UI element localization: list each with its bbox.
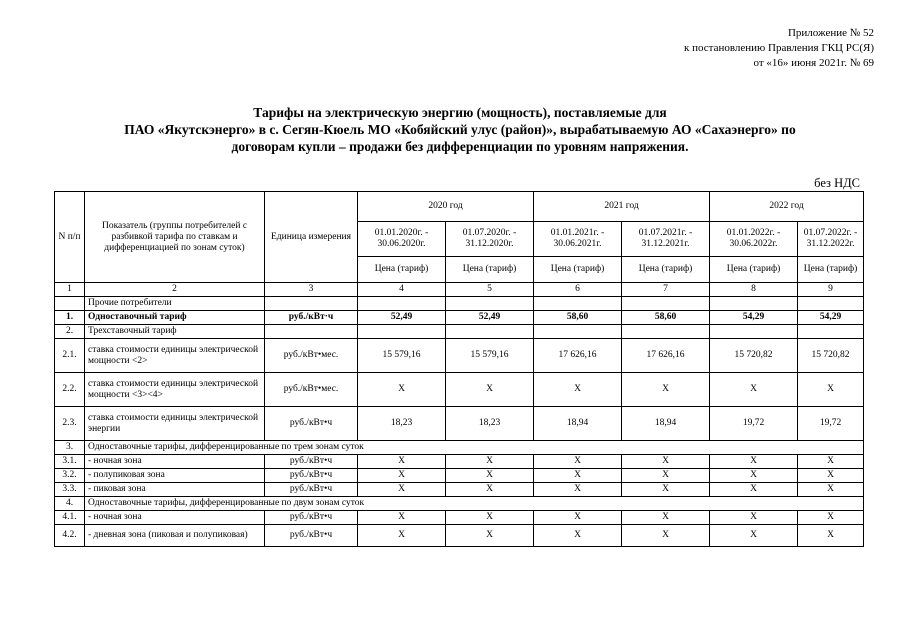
row-unit: руб./кВт•ч bbox=[265, 483, 358, 497]
row-value: X bbox=[534, 373, 622, 407]
appendix-line-3: от «16» июня 2021г. № 69 bbox=[753, 57, 874, 69]
empty-cell bbox=[534, 297, 622, 311]
row-value: X bbox=[358, 469, 446, 483]
table-row bbox=[55, 407, 864, 441]
col-number: 5 bbox=[446, 283, 534, 297]
table-row bbox=[55, 311, 864, 325]
table-row bbox=[55, 325, 864, 339]
table-row bbox=[55, 455, 864, 469]
row-value: X bbox=[622, 455, 710, 469]
col-number: 4 bbox=[358, 283, 446, 297]
table-row bbox=[55, 511, 864, 525]
row-value: 18,23 bbox=[446, 407, 534, 441]
row-number: 3.2. bbox=[55, 469, 85, 483]
row-group-label: Одноставочные тарифы, дифференцированные по двум зонам суток bbox=[85, 497, 864, 511]
row-value: X bbox=[798, 373, 864, 407]
row-value: 54,29 bbox=[798, 311, 864, 325]
row-value: X bbox=[446, 483, 534, 497]
empty-cell bbox=[710, 297, 798, 311]
row-value: X bbox=[358, 525, 446, 547]
row-value: X bbox=[798, 469, 864, 483]
row-value: X bbox=[358, 373, 446, 407]
empty-cell bbox=[622, 325, 710, 339]
appendix-line-2: к постановлению Правления ГКЦ РС(Я) bbox=[684, 42, 874, 54]
header-period: 01.01.2020г. - 30.06.2020г. bbox=[358, 222, 446, 257]
row-indicator: Одноставочный тариф bbox=[85, 311, 265, 325]
empty-cell bbox=[798, 297, 864, 311]
row-value: X bbox=[710, 483, 798, 497]
row-value: 54,29 bbox=[710, 311, 798, 325]
row-value: 19,72 bbox=[710, 407, 798, 441]
header-price: Цена (тариф) bbox=[358, 257, 446, 283]
col-number: 8 bbox=[710, 283, 798, 297]
header-price: Цена (тариф) bbox=[622, 257, 710, 283]
empty-cell bbox=[622, 297, 710, 311]
header-price: Цена (тариф) bbox=[446, 257, 534, 283]
row-number: 1. bbox=[55, 311, 85, 325]
row-value: X bbox=[798, 455, 864, 469]
table-row bbox=[55, 525, 864, 547]
header-year-2021: 2021 год bbox=[534, 192, 710, 222]
row-number: 3.1. bbox=[55, 455, 85, 469]
row-value: X bbox=[358, 511, 446, 525]
row-value: X bbox=[710, 469, 798, 483]
document-title bbox=[60, 104, 860, 155]
col-number: 6 bbox=[534, 283, 622, 297]
vat-note: без НДС bbox=[814, 176, 860, 190]
header-year-2022: 2022 год bbox=[710, 192, 864, 222]
row-number bbox=[55, 297, 85, 311]
row-number: 2. bbox=[55, 325, 85, 339]
header-unit: Единица измерения bbox=[265, 192, 358, 283]
row-unit: руб./кВт•ч bbox=[265, 469, 358, 483]
row-indicator: ставка стоимости единицы электрической мощности <3><4> bbox=[85, 373, 265, 407]
header-num: N п/п bbox=[55, 192, 85, 283]
table-row bbox=[55, 373, 864, 407]
appendix-line-1: Приложение № 52 bbox=[787, 27, 874, 39]
row-value: 19,72 bbox=[798, 407, 864, 441]
row-indicator: - ночная зона bbox=[85, 455, 265, 469]
row-value: X bbox=[446, 511, 534, 525]
header-period: 01.07.2022г. - 31.12.2022г. bbox=[798, 222, 864, 257]
empty-cell bbox=[265, 297, 358, 311]
row-value: 58,60 bbox=[622, 311, 710, 325]
row-value: 18,94 bbox=[622, 407, 710, 441]
row-indicator: ставка стоимости единицы электрической мощности <2> bbox=[85, 339, 265, 373]
row-number: 2.1. bbox=[55, 339, 85, 373]
row-number: 3.3. bbox=[55, 483, 85, 497]
row-value: X bbox=[534, 483, 622, 497]
row-indicator: - ночная зона bbox=[85, 511, 265, 525]
col-number: 1 bbox=[55, 283, 85, 297]
col-number: 9 bbox=[798, 283, 864, 297]
row-value: 15 579,16 bbox=[446, 339, 534, 373]
row-unit: руб./кВт•ч bbox=[265, 511, 358, 525]
empty-cell bbox=[358, 325, 446, 339]
table-row bbox=[55, 441, 864, 455]
row-value: X bbox=[622, 525, 710, 547]
row-group-label: Одноставочные тарифы, дифференцированные по трем зонам суток bbox=[85, 441, 864, 455]
row-value: X bbox=[710, 373, 798, 407]
row-value: 17 626,16 bbox=[534, 339, 622, 373]
header-row-col-numbers bbox=[55, 283, 864, 297]
row-value: X bbox=[534, 469, 622, 483]
row-value: X bbox=[358, 455, 446, 469]
header-row-years bbox=[55, 192, 864, 222]
table-row bbox=[55, 469, 864, 483]
tariff-table bbox=[54, 191, 864, 547]
row-value: 17 626,16 bbox=[622, 339, 710, 373]
table-body bbox=[55, 297, 864, 547]
col-number: 3 bbox=[265, 283, 358, 297]
row-value: X bbox=[710, 511, 798, 525]
row-value: X bbox=[622, 469, 710, 483]
row-value: X bbox=[710, 455, 798, 469]
row-value: X bbox=[622, 483, 710, 497]
table-row bbox=[55, 297, 864, 311]
header-year-2020: 2020 год bbox=[358, 192, 534, 222]
header-period: 01.01.2021г. - 30.06.2021г. bbox=[534, 222, 622, 257]
row-group-label: Трехставочный тариф bbox=[85, 325, 265, 339]
row-indicator: - дневная зона (пиковая и полупиковая) bbox=[85, 525, 265, 547]
row-value: 15 579,16 bbox=[358, 339, 446, 373]
table-row bbox=[55, 497, 864, 511]
row-value: 18,23 bbox=[358, 407, 446, 441]
row-value: X bbox=[710, 525, 798, 547]
row-indicator: - пиковая зона bbox=[85, 483, 265, 497]
row-value: X bbox=[358, 483, 446, 497]
row-value: 15 720,82 bbox=[710, 339, 798, 373]
header-period: 01.07.2021г. - 31.12.2021г. bbox=[622, 222, 710, 257]
row-value: X bbox=[534, 525, 622, 547]
row-unit: руб./кВт•ч bbox=[265, 455, 358, 469]
row-number: 2.3. bbox=[55, 407, 85, 441]
empty-cell bbox=[446, 325, 534, 339]
row-value: 58,60 bbox=[534, 311, 622, 325]
row-number: 4. bbox=[55, 497, 85, 511]
row-value: X bbox=[798, 525, 864, 547]
row-value: X bbox=[622, 511, 710, 525]
row-number: 4.1. bbox=[55, 511, 85, 525]
row-indicator: - полупиковая зона bbox=[85, 469, 265, 483]
col-number: 7 bbox=[622, 283, 710, 297]
title-line-1: Тарифы на электрическую энергию (мощность), поставляемые для bbox=[253, 105, 667, 120]
row-value: X bbox=[622, 373, 710, 407]
row-number: 4.2. bbox=[55, 525, 85, 547]
header-period: 01.07.2020г. - 31.12.2020г. bbox=[446, 222, 534, 257]
row-value: X bbox=[798, 511, 864, 525]
row-value: 18,94 bbox=[534, 407, 622, 441]
header-period: 01.01.2022г. - 30.06.2022г. bbox=[710, 222, 798, 257]
row-value: X bbox=[446, 373, 534, 407]
row-unit: руб./кВт•мес. bbox=[265, 373, 358, 407]
row-group-label: Прочие потребители bbox=[85, 297, 265, 311]
title-line-3: договорам купли – продажи без дифференциации по уровням напряжения. bbox=[231, 139, 689, 154]
empty-cell bbox=[710, 325, 798, 339]
row-value: X bbox=[446, 469, 534, 483]
row-value: X bbox=[798, 483, 864, 497]
empty-cell bbox=[358, 297, 446, 311]
row-unit: руб./кВт•мес. bbox=[265, 339, 358, 373]
title-line-2: ПАО «Якутскэнерго» в с. Сегян-Кюель МО «Кобяйский улус (район)», вырабатываемую АО «Сахаэнерго» по bbox=[124, 122, 796, 137]
row-unit: руб./кВт·ч bbox=[265, 311, 358, 325]
empty-cell bbox=[798, 325, 864, 339]
row-number: 3. bbox=[55, 441, 85, 455]
row-value: X bbox=[446, 455, 534, 469]
row-value: 52,49 bbox=[358, 311, 446, 325]
row-value: 52,49 bbox=[446, 311, 534, 325]
empty-cell bbox=[534, 325, 622, 339]
col-number: 2 bbox=[85, 283, 265, 297]
row-unit: руб./кВт•ч bbox=[265, 525, 358, 547]
header-price: Цена (тариф) bbox=[534, 257, 622, 283]
empty-cell bbox=[446, 297, 534, 311]
header-indicator: Показатель (группы потребителей с разбивкой тарифа по ставкам и дифференциацией по зонам суток) bbox=[85, 192, 265, 283]
row-value: X bbox=[446, 525, 534, 547]
header-price: Цена (тариф) bbox=[798, 257, 864, 283]
empty-cell bbox=[265, 325, 358, 339]
row-unit: руб./кВт•ч bbox=[265, 407, 358, 441]
row-value: X bbox=[534, 455, 622, 469]
header-price: Цена (тариф) bbox=[710, 257, 798, 283]
row-value: 15 720,82 bbox=[798, 339, 864, 373]
row-number: 2.2. bbox=[55, 373, 85, 407]
table-row bbox=[55, 339, 864, 373]
table-row bbox=[55, 483, 864, 497]
row-value: X bbox=[534, 511, 622, 525]
appendix-block bbox=[684, 26, 874, 71]
row-indicator: ставка стоимости единицы электрической энергии bbox=[85, 407, 265, 441]
